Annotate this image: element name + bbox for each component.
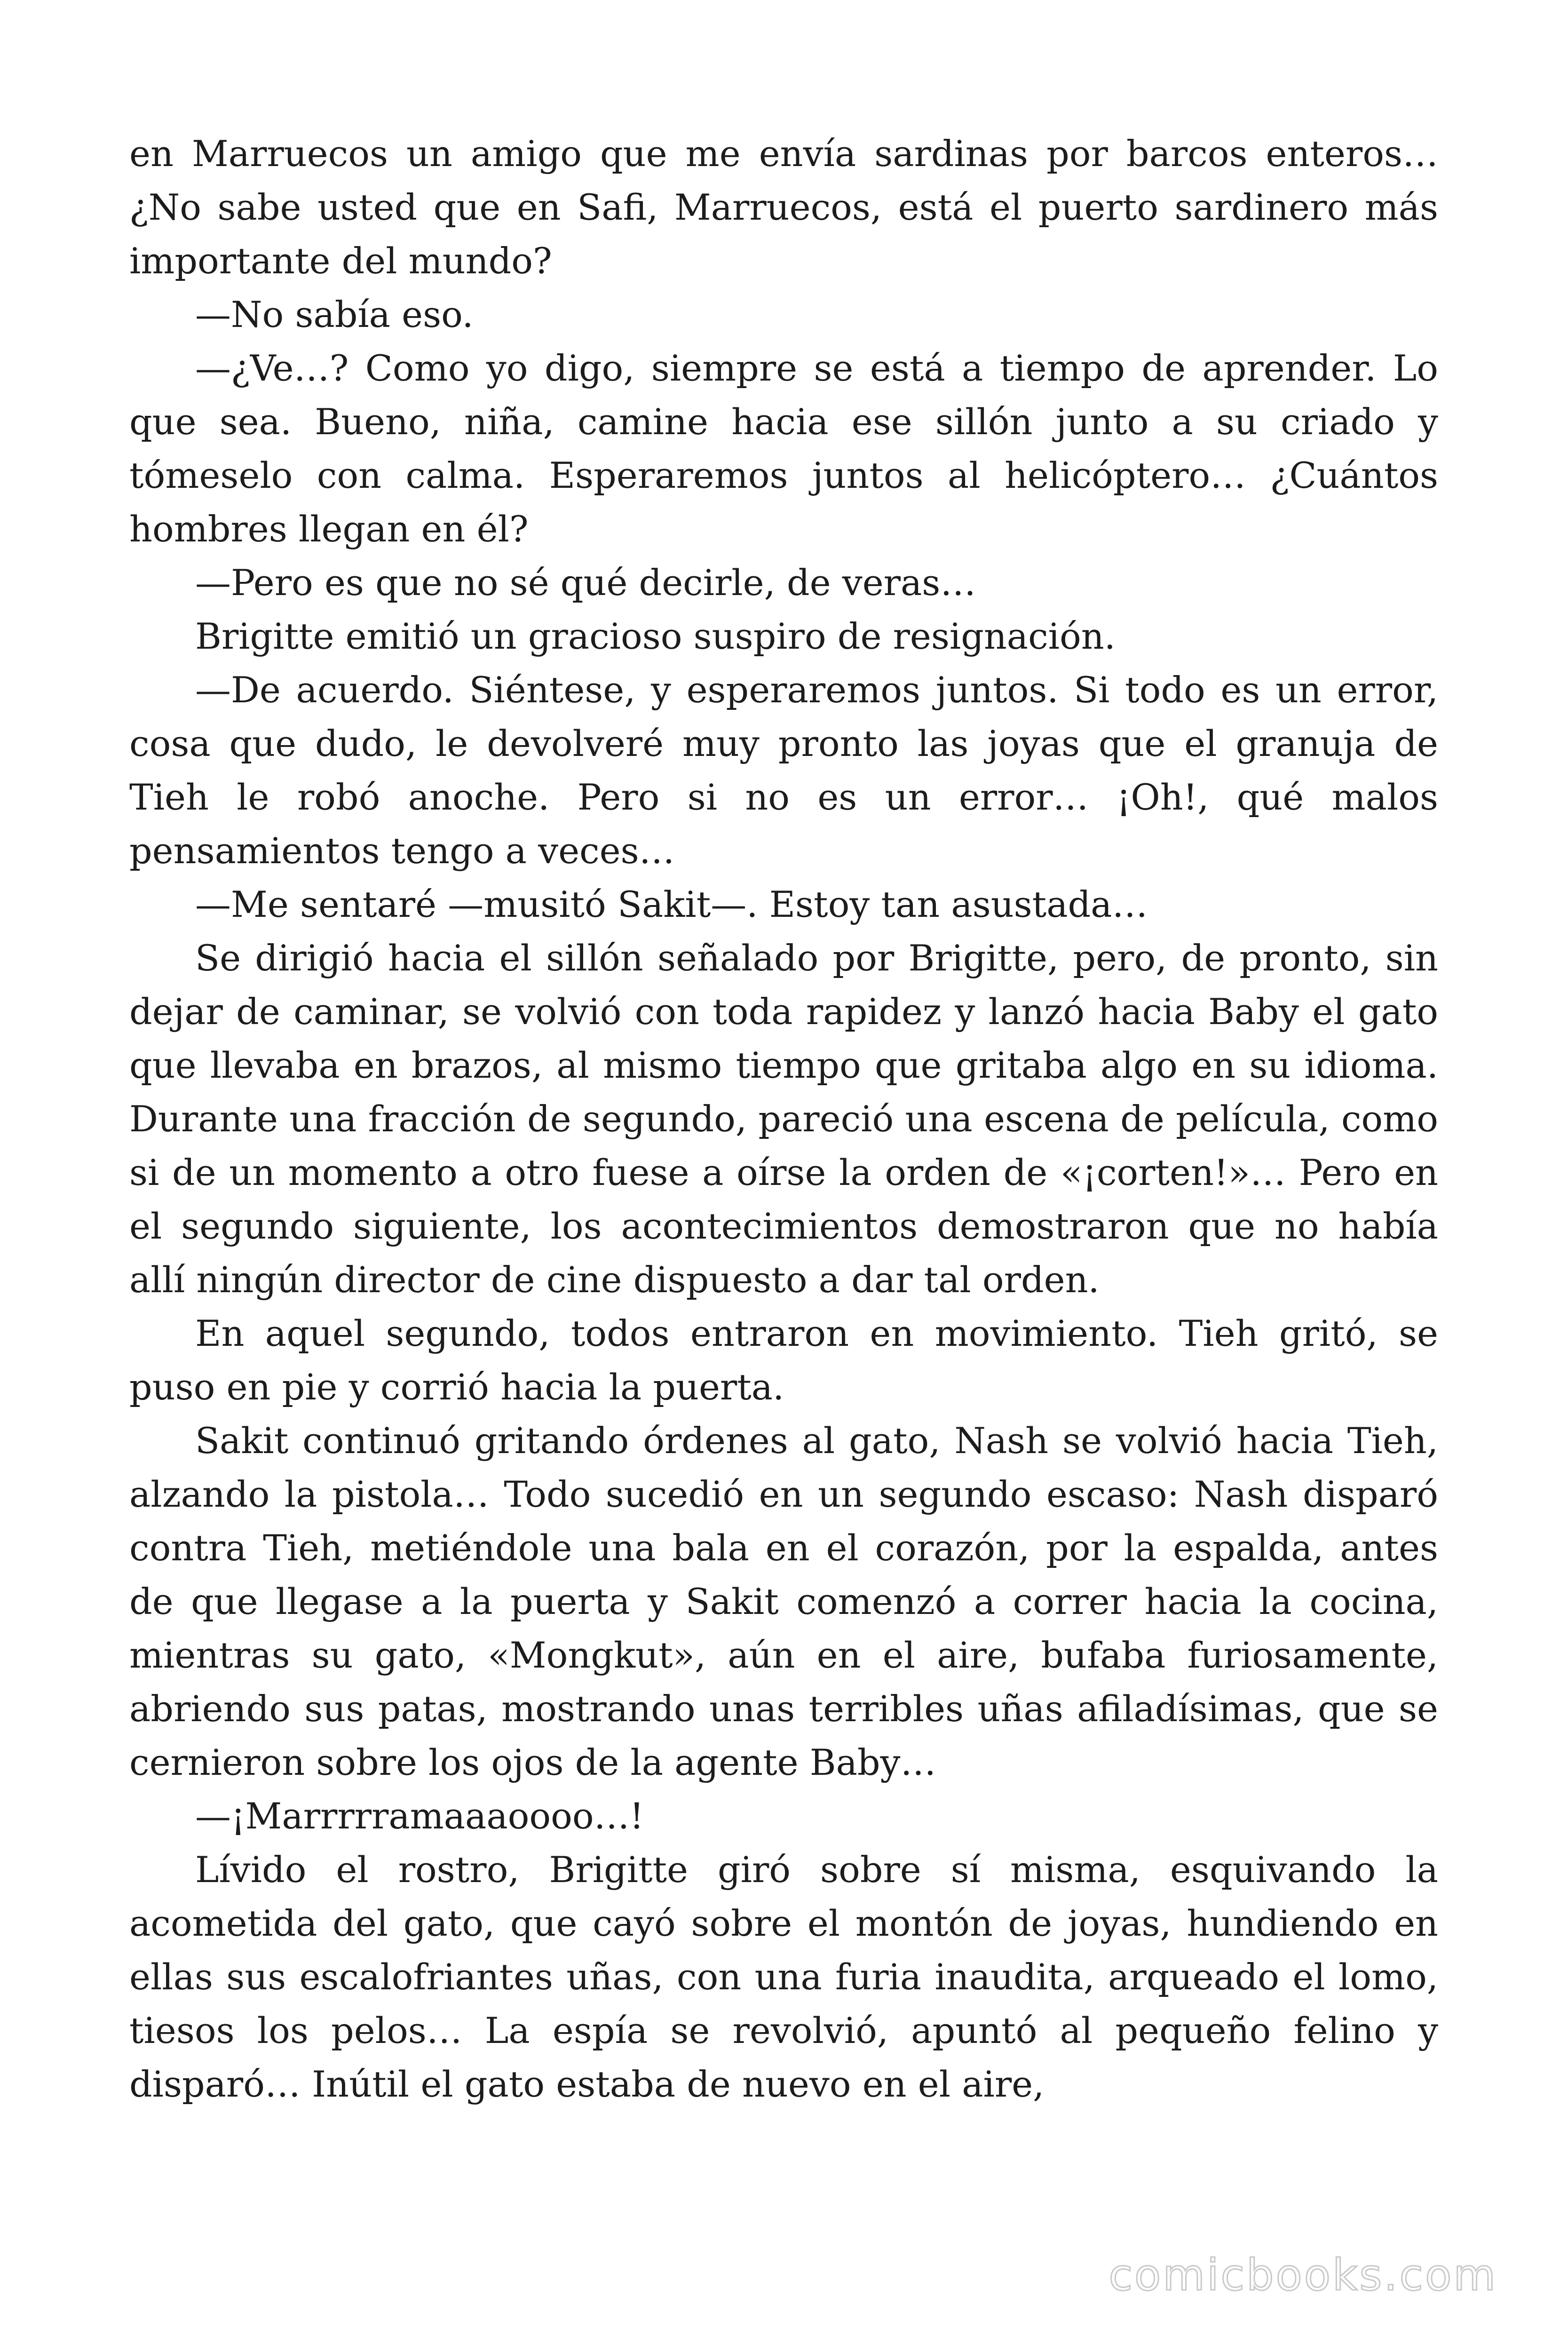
paragraph: Brigitte emitió un gracioso suspiro de resignación. <box>195 615 1116 657</box>
paragraph: —Me sentaré —musitó Sakit—. Estoy tan asustada… <box>195 883 1148 925</box>
paragraph: Sakit continuó gritando órdenes al gato, Nash se volvió hacia Tieh, alzando la pistola… Todo sucedió en un segundo escaso: Nash disparó contra Tieh, metiéndole una bala en el corazón, por la espalda, antes de que llegase a la puerta y Sakit comenzó a correr hacia la cocina, mientras su gato, «Mongkut», aún en el aire, bufaba furiosamente, abriendo sus patas, mostrando unas terribles uñas afiladísimas, que se cernieron sobre los ojos de la agente Baby… <box>129 1420 1438 1783</box>
paragraph: en Marruecos un amigo que me envía sardinas por barcos enteros… ¿No sabe usted que en Safi, Marruecos, está el puerto sardinero más importante del mundo? <box>129 133 1438 282</box>
page-body <box>129 127 1438 2111</box>
paragraph: —De acuerdo. Siéntese, y esperaremos juntos. Si todo es un error, cosa que dudo, le devolveré muy pronto las joyas que el granuja de Tieh le robó anoche. Pero si no es un error… ¡Oh!, qué malos pensamientos tengo a veces… <box>129 669 1438 872</box>
watermark: comicbooks.com <box>1109 2250 1497 2300</box>
paragraph: —No sabía eso. <box>195 294 474 335</box>
paragraph: —¿Ve…? Como yo digo, siempre se está a tiempo de aprender. Lo que sea. Bueno, niña, camine hacia ese sillón junto a su criado y tómeselo con calma. Esperaremos juntos al helicóptero… ¿Cuántos hombres llegan en él? <box>129 347 1438 550</box>
paragraph: Se dirigió hacia el sillón señalado por Brigitte, pero, de pronto, sin dejar de caminar, se volvió con toda rapidez y lanzó hacia Baby el gato que llevaba en brazos, al mismo tiempo que gritaba algo en su idioma. Durante una fracción de segundo, pareció una escena de película, como si de un momento a otro fuese a oírse la orden de «¡corten!»… Pero en el segundo siguiente, los acontecimientos demostraron que no había allí ningún director de cine dispuesto a dar tal orden. <box>129 937 1438 1301</box>
paragraph: En aquel segundo, todos entraron en movimiento. Tieh gritó, se puso en pie y corrió hacia la puerta. <box>129 1312 1438 1408</box>
paragraph: —¡Marrrrramaaaoooo…! <box>195 1795 644 1837</box>
paragraph: —Pero es que no sé qué decirle, de veras… <box>195 562 976 604</box>
paragraph: Lívido el rostro, Brigitte giró sobre sí misma, esquivando la acometida del gato, que cayó sobre el montón de joyas, hundiendo en ellas sus escalofriantes uñas, con una furia inaudita, arqueado el lomo, tiesos los pelos… La espía se revolvió, apuntó al pequeño felino y disparó… Inútil el gato estaba de nuevo en el aire, <box>129 1849 1438 2105</box>
